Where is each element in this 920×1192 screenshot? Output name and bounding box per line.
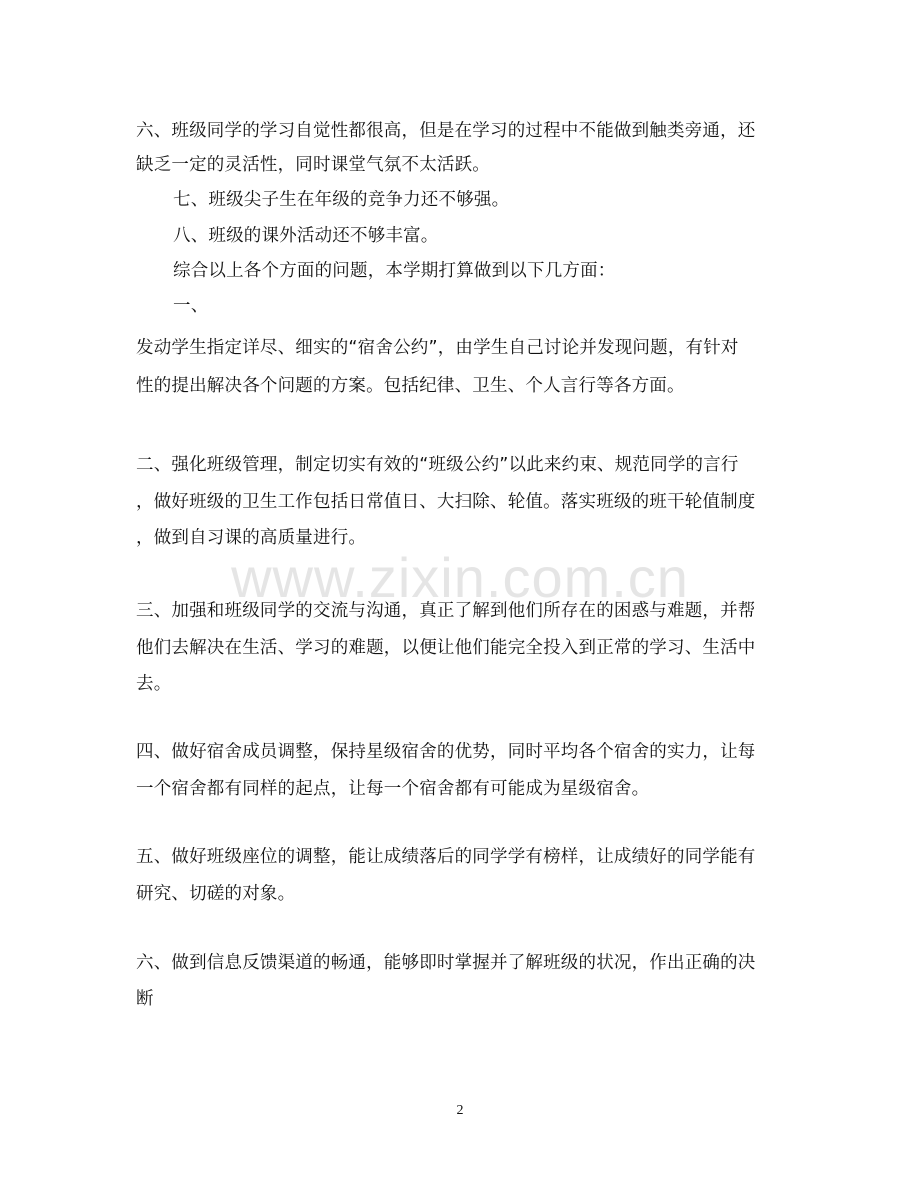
page-number: 2 [456,1103,464,1118]
paragraph-line: 六、做到信息反馈渠道的畅通，能够即时掌握并了解班级的状况，作出正确的决 [136,953,756,973]
paragraph-line: 四、做好宿舍成员调整，保持星级宿舍的优势，同时平均各个宿舍的实力，让每 [136,742,756,762]
paragraph-line: 二、强化班级管理，制定切实有效的“班级公约”以此来约束、规范同学的言行 [136,455,739,475]
paragraph-line: 缺乏一定的灵活性，同时课堂气氛不太活跃。 [136,155,490,175]
paragraph-line: 一个宿舍都有同样的起点，让每一个宿舍都有可能成为星级宿舍。 [136,779,650,799]
paragraph-line: 他们去解决在生活、学习的难题，以便让他们能完全投入到正常的学习、生活中 [136,638,756,658]
paragraph-line: 五、做好班级座位的调整，能让成绩落后的同学学有榜样，让成绩好的同学能有 [136,847,756,867]
paragraph-line: 八、班级的课外活动还不够丰富。 [173,226,439,246]
paragraph-line: ，做好班级的卫生工作包括日常值日、大扫除、轮值。落实班级的班干轮值制度 [136,492,756,512]
paragraph-line: 一、 [173,296,209,316]
watermark: www.zixin.com.cn [231,546,689,609]
paragraph-line: 性的提出解决各个问题的方案。包括纪律、卫生、个人言行等各方面。 [136,376,685,396]
paragraph-line: 六、班级同学的学习自觉性都很高，但是在学习的过程中不能做到触类旁通，还 [136,121,756,141]
paragraph-line: 去。 [136,674,172,694]
paragraph-line: 三、加强和班级同学的交流与沟通，真正了解到他们所存在的困惑与难题，并帮 [136,601,756,621]
paragraph-line: 七、班级尖子生在年级的竞争力还不够强。 [173,190,510,210]
paragraph-line: 发动学生指定详尽、细实的“宿舍公约”，由学生自己讨论并发现问题，有针对 [136,338,739,358]
paragraph-line: 断 [136,989,154,1009]
paragraph-line: 综合以上各个方面的问题，本学期打算做到以下几方面： [173,261,616,281]
paragraph-line: ，做到自习课的高质量进行。 [136,528,367,548]
paragraph-line: 研究、切磋的对象。 [136,884,296,904]
